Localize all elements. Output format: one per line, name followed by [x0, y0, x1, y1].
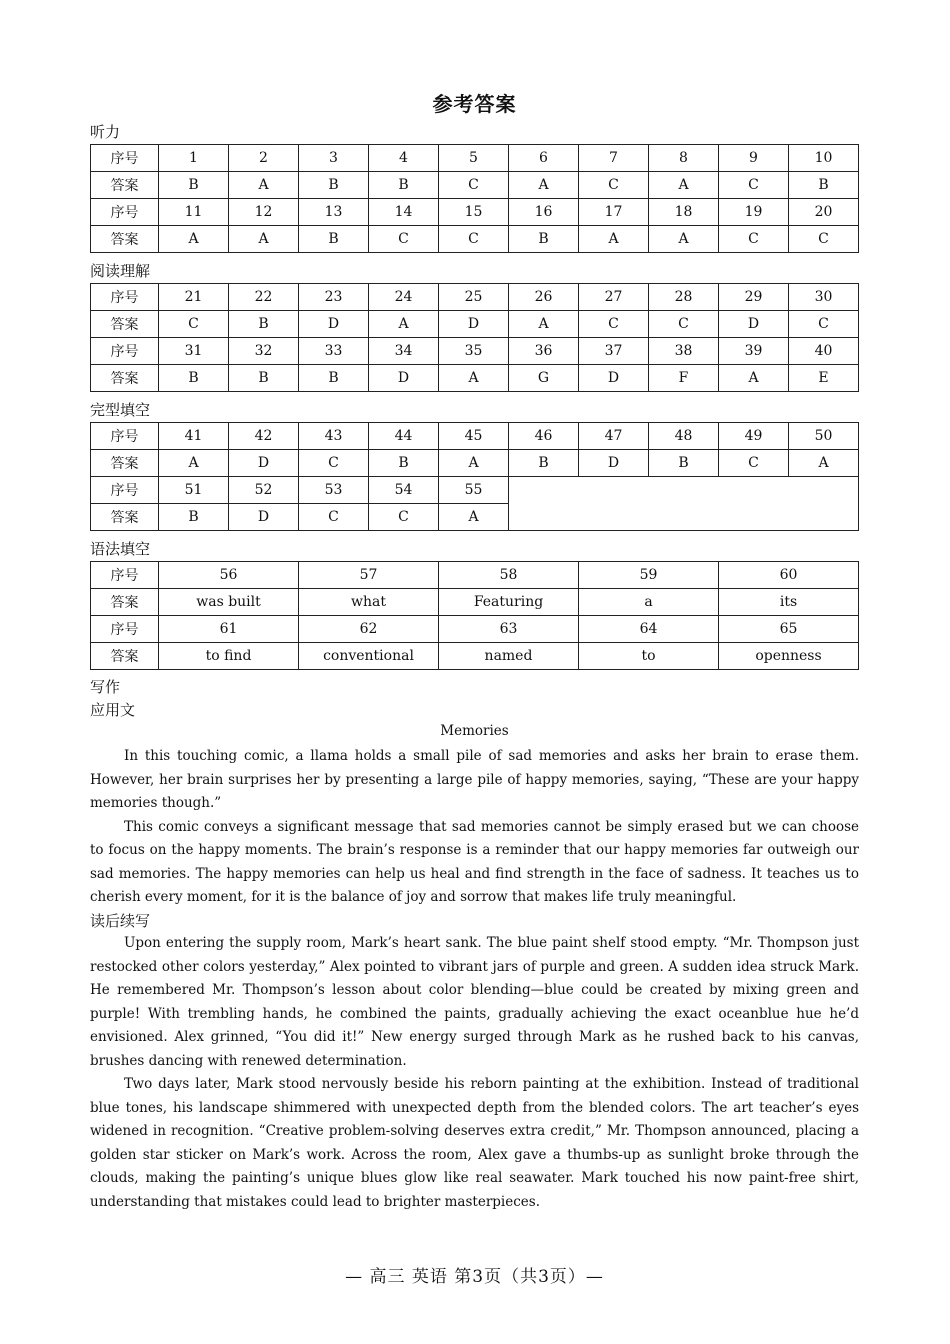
answer-cell: D — [579, 450, 649, 477]
question-number-cell: 12 — [229, 199, 299, 226]
answer-cell: C — [719, 226, 789, 253]
answer-cell: B — [509, 226, 579, 253]
cloze-table — [90, 422, 859, 531]
table-row — [91, 477, 859, 504]
answer-cell: what — [299, 589, 439, 616]
question-number-cell: 33 — [299, 338, 369, 365]
row-header: 答案 — [91, 589, 159, 616]
section-label-reading: 阅读理解 — [90, 262, 151, 280]
question-number-cell: 63 — [439, 616, 579, 643]
question-number-cell: 13 — [299, 199, 369, 226]
answer-cell: A — [789, 450, 859, 477]
question-number-cell: 16 — [509, 199, 579, 226]
answer-cell: its — [719, 589, 859, 616]
question-number-cell: 22 — [229, 284, 299, 311]
question-number-cell: 62 — [299, 616, 439, 643]
question-number-cell: 45 — [439, 423, 509, 450]
question-number-cell: 14 — [369, 199, 439, 226]
question-number-cell: 57 — [299, 562, 439, 589]
answer-cell: B — [229, 311, 299, 338]
question-number-cell: 46 — [509, 423, 579, 450]
answer-cell: A — [439, 450, 509, 477]
question-number-cell: 19 — [719, 199, 789, 226]
table-row — [91, 199, 859, 226]
answer-cell: A — [439, 365, 509, 392]
essay-paragraph: Upon entering the supply room, Mark’s heart sank. The blue paint shelf stood empty. “Mr. Thompson just restocked other colors yesterday,” Alex pointed to vibrant jars of purple and green. A sudden idea struck Mark. He remembered Mr. Thompson’s lesson about color blending—blue could be created by mixing green and purple! With trembling hands, he combined the paints, gradually achieving the exact oceanblue hue he’d envisioned. Alex grinned, “You did it!” New energy surged through Mark as he rushed back to his canvas, brushes dancing with renewed determination. — [90, 935, 859, 1069]
essay-title: Memories — [440, 723, 509, 739]
answer-cell: B — [369, 172, 439, 199]
answer-cell: D — [369, 365, 439, 392]
answer-cell: D — [299, 311, 369, 338]
question-number-cell: 4 — [369, 145, 439, 172]
answer-cell: C — [159, 311, 229, 338]
table-row — [91, 338, 859, 365]
answer-cell: to — [579, 643, 719, 670]
question-number-cell: 3 — [299, 145, 369, 172]
row-header: 答案 — [91, 226, 159, 253]
answer-cell: B — [159, 504, 229, 531]
question-number-cell: 23 — [299, 284, 369, 311]
answer-cell: a — [579, 589, 719, 616]
question-number-cell: 11 — [159, 199, 229, 226]
reading-table — [90, 283, 859, 392]
answer-cell: D — [229, 450, 299, 477]
grammar-table — [90, 561, 859, 670]
empty-cell — [509, 477, 859, 531]
answer-cell: B — [509, 450, 579, 477]
question-number-cell: 1 — [159, 145, 229, 172]
answer-cell: openness — [719, 643, 859, 670]
page-footer: — 高三 英语 第3页（共3页）— — [345, 1267, 604, 1287]
row-header: 序号 — [91, 284, 159, 311]
answer-cell: F — [649, 365, 719, 392]
question-number-cell: 9 — [719, 145, 789, 172]
answer-cell: C — [299, 504, 369, 531]
answer-cell: conventional — [299, 643, 439, 670]
answer-cell: B — [299, 172, 369, 199]
question-number-cell: 20 — [789, 199, 859, 226]
section-label-writing: 写作 — [90, 678, 121, 696]
question-number-cell: 34 — [369, 338, 439, 365]
question-number-cell: 8 — [649, 145, 719, 172]
row-header: 序号 — [91, 616, 159, 643]
answer-cell: B — [369, 450, 439, 477]
row-header: 答案 — [91, 172, 159, 199]
question-number-cell: 64 — [579, 616, 719, 643]
question-number-cell: 39 — [719, 338, 789, 365]
section-label-practical: 应用文 — [90, 701, 136, 719]
question-number-cell: 65 — [719, 616, 859, 643]
question-number-cell: 49 — [719, 423, 789, 450]
question-number-cell: 52 — [229, 477, 299, 504]
question-number-cell: 24 — [369, 284, 439, 311]
answer-cell: C — [719, 450, 789, 477]
answer-cell: D — [229, 504, 299, 531]
answer-cell: Featuring — [439, 589, 579, 616]
table-row — [91, 226, 859, 253]
row-header: 序号 — [91, 145, 159, 172]
section-label-listening: 听力 — [90, 123, 121, 141]
question-number-cell: 60 — [719, 562, 859, 589]
question-number-cell: 31 — [159, 338, 229, 365]
answer-cell: C — [369, 504, 439, 531]
answer-cell: C — [369, 226, 439, 253]
question-number-cell: 21 — [159, 284, 229, 311]
answer-cell: named — [439, 643, 579, 670]
question-number-cell: 35 — [439, 338, 509, 365]
question-number-cell: 42 — [229, 423, 299, 450]
table-row — [91, 616, 859, 643]
question-number-cell: 58 — [439, 562, 579, 589]
answer-cell: B — [229, 365, 299, 392]
question-number-cell: 50 — [789, 423, 859, 450]
answer-cell: B — [159, 365, 229, 392]
question-number-cell: 26 — [509, 284, 579, 311]
question-number-cell: 7 — [579, 145, 649, 172]
answer-cell: G — [509, 365, 579, 392]
question-number-cell: 10 — [789, 145, 859, 172]
answer-cell: A — [509, 172, 579, 199]
answer-cell: C — [789, 311, 859, 338]
question-number-cell: 5 — [439, 145, 509, 172]
answer-cell: C — [579, 172, 649, 199]
essay-paragraph: In this touching comic, a llama holds a small pile of sad memories and asks her brain to erase them. However, her brain surprises her by presenting a large pile of happy memories, saying, “These are your happy memories though.” — [90, 748, 859, 811]
question-number-cell: 27 — [579, 284, 649, 311]
answer-cell: A — [229, 172, 299, 199]
answer-cell: D — [719, 311, 789, 338]
practical-essay — [90, 745, 859, 910]
row-header: 答案 — [91, 365, 159, 392]
table-row — [91, 145, 859, 172]
question-number-cell: 2 — [229, 145, 299, 172]
question-number-cell: 53 — [299, 477, 369, 504]
answer-cell: D — [439, 311, 509, 338]
continuation-essay — [90, 932, 859, 1214]
question-number-cell: 43 — [299, 423, 369, 450]
answer-cell: B — [789, 172, 859, 199]
answer-cell: A — [229, 226, 299, 253]
question-number-cell: 41 — [159, 423, 229, 450]
answer-cell: C — [439, 226, 509, 253]
row-header: 序号 — [91, 477, 159, 504]
question-number-cell: 40 — [789, 338, 859, 365]
table-row — [91, 643, 859, 670]
question-number-cell: 55 — [439, 477, 509, 504]
answer-cell: to find — [159, 643, 299, 670]
question-number-cell: 25 — [439, 284, 509, 311]
question-number-cell: 32 — [229, 338, 299, 365]
table-row — [91, 284, 859, 311]
answer-cell: A — [439, 504, 509, 531]
answer-cell: A — [159, 226, 229, 253]
answer-cell: D — [579, 365, 649, 392]
question-number-cell: 17 — [579, 199, 649, 226]
question-number-cell: 36 — [509, 338, 579, 365]
row-header: 答案 — [91, 643, 159, 670]
question-number-cell: 56 — [159, 562, 299, 589]
answer-cell: C — [719, 172, 789, 199]
answer-cell: A — [579, 226, 649, 253]
row-header: 序号 — [91, 338, 159, 365]
listening-table — [90, 144, 859, 253]
answer-cell: B — [159, 172, 229, 199]
table-row — [91, 562, 859, 589]
answer-cell: B — [299, 365, 369, 392]
answer-cell: A — [509, 311, 579, 338]
answer-cell: A — [159, 450, 229, 477]
question-number-cell: 37 — [579, 338, 649, 365]
table-row — [91, 423, 859, 450]
question-number-cell: 18 — [649, 199, 719, 226]
row-header: 答案 — [91, 311, 159, 338]
table-row — [91, 172, 859, 199]
question-number-cell: 47 — [579, 423, 649, 450]
row-header: 序号 — [91, 423, 159, 450]
row-header: 答案 — [91, 450, 159, 477]
question-number-cell: 28 — [649, 284, 719, 311]
essay-paragraph: Two days later, Mark stood nervously beside his reborn painting at the exhibition. Instead of traditional blue tones, his landscape shimmered with unexpected depth from the blended colors. The art teacher’s eyes widened in recognition. “Creative problem-solving deserves extra credit,” Mr. Thompson announced, placing a golden star sticker on Mark’s work. Across the room, Alex gave a thumbs-up as sunlight broke through the clouds, making the painting’s unique blues glow like real seawater. Mark touched his now paint-free shirt, understanding that mistakes could lead to brighter masterpieces. — [90, 1076, 859, 1210]
question-number-cell: 38 — [649, 338, 719, 365]
table-row — [91, 311, 859, 338]
row-header: 答案 — [91, 504, 159, 531]
question-number-cell: 44 — [369, 423, 439, 450]
question-number-cell: 29 — [719, 284, 789, 311]
question-number-cell: 54 — [369, 477, 439, 504]
answer-cell: C — [649, 311, 719, 338]
question-number-cell: 51 — [159, 477, 229, 504]
answer-cell: C — [439, 172, 509, 199]
row-header: 序号 — [91, 562, 159, 589]
table-row — [91, 365, 859, 392]
answer-cell: was built — [159, 589, 299, 616]
answer-cell: A — [649, 226, 719, 253]
answer-cell: C — [789, 226, 859, 253]
answer-cell: C — [579, 311, 649, 338]
question-number-cell: 6 — [509, 145, 579, 172]
table-row — [91, 450, 859, 477]
section-label-continuation: 读后续写 — [90, 912, 151, 930]
row-header: 序号 — [91, 199, 159, 226]
question-number-cell: 48 — [649, 423, 719, 450]
section-label-cloze: 完型填空 — [90, 401, 151, 419]
answer-cell: C — [299, 450, 369, 477]
answer-cell: A — [369, 311, 439, 338]
question-number-cell: 59 — [579, 562, 719, 589]
answer-cell: E — [789, 365, 859, 392]
answer-cell: B — [649, 450, 719, 477]
table-row — [91, 589, 859, 616]
page-title: 参考答案 — [432, 92, 517, 116]
answer-cell: B — [299, 226, 369, 253]
answer-cell: A — [719, 365, 789, 392]
question-number-cell: 15 — [439, 199, 509, 226]
section-label-grammar: 语法填空 — [90, 540, 151, 558]
answer-cell: A — [649, 172, 719, 199]
essay-paragraph: This comic conveys a significant message that sad memories cannot be simply erased but we can choose to focus on the happy moments. The brain’s response is a reminder that our happy memories far outweigh our sad memories. The happy memories can help us heal and find strength in the face of sadness. It teaches us to cherish every moment, for it is the balance of joy and sorrow that makes life truly meaningful. — [90, 818, 859, 905]
question-number-cell: 61 — [159, 616, 299, 643]
question-number-cell: 30 — [789, 284, 859, 311]
